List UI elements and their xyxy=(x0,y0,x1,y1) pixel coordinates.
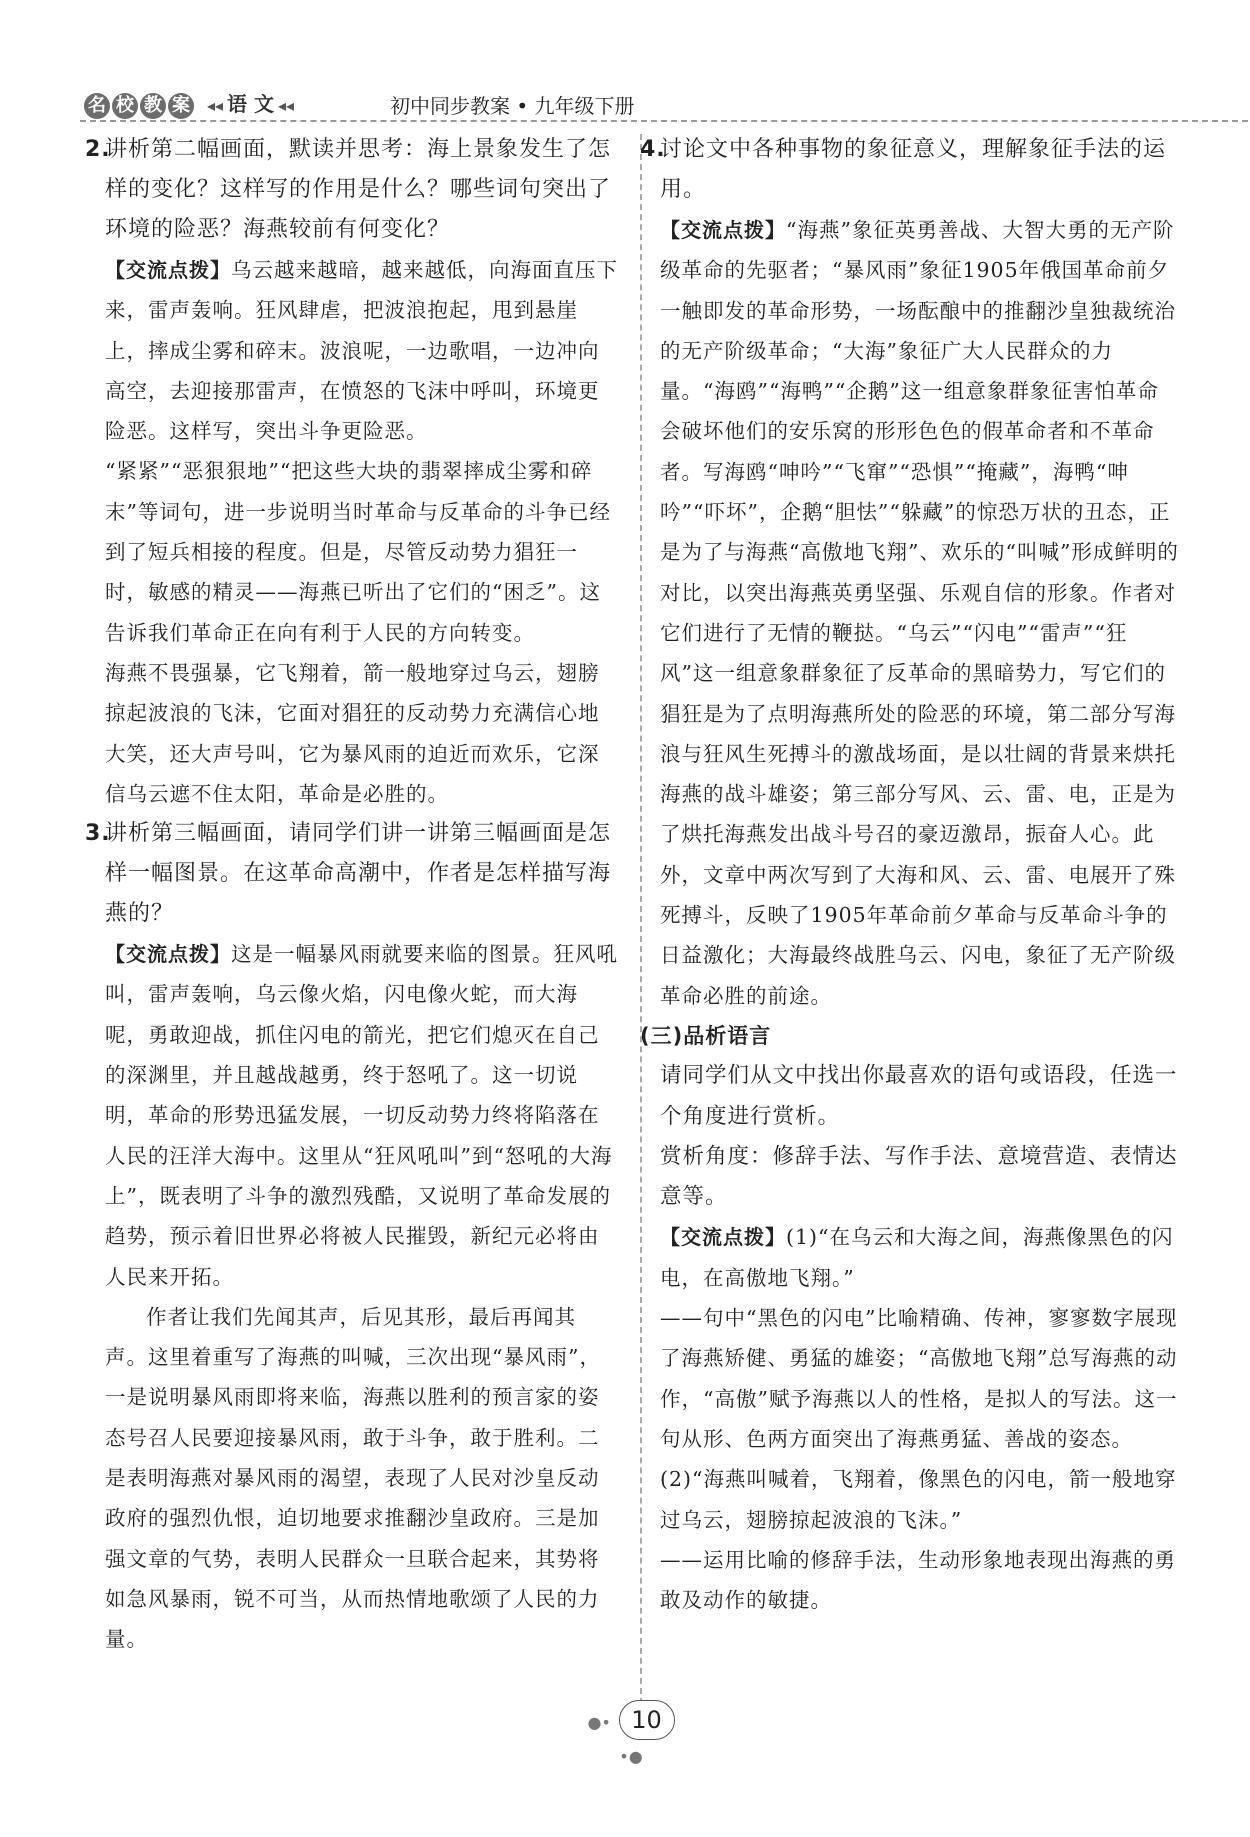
section-heading: (三)品析语言 xyxy=(640,1023,772,1048)
series-logo: 名 校 教 案 ◂◂ 语 文 ◂◂ xyxy=(84,88,298,119)
answer-3-paragraph: 作者让我们先闻其声，后见其形，最后再闻其声。这里着重写了海燕的叫喊，三次出现“暴风雨”，一是说明暴风雨即将来临，海燕以胜利的预言家的姿态号召人民要迎接暴风雨，敢于斗争，敢于胜利。二是表明海燕对暴风雨的渴望，表现了人民对沙皇反动政府的强烈仇恨，迫切地要求推翻沙皇政府。三是加强文章的气势，表明人民群众一旦联合起来，其势将如急风暴雨，锐不可当，从而热情地歌颂了人民的力量。 xyxy=(105,1304,601,1652)
book-title: 初中同步教案 • 九年级下册 xyxy=(390,94,635,118)
answer-2: 【交流点拨】乌云越来越暗，越来越低，向海面直压下来，雷声轰响。狂风肆虐，把波浪抱起，甩到悬崖上，摔成尘雾和碎末。波浪呢，一边歌唱，一边冲向高空，去迎接那雷声，在愤怒的飞沫中呼叫，环境更险恶。这样写，突出斗争更险恶。 xyxy=(105,258,618,444)
answer-2-paragraph: 海燕不畏强暴，它飞翔着，箭一般地穿过乌云，翅膀掠起波浪的飞沫，它面对猖狂的反动势力充满信心地大笑，还大声号叫，它为暴风雨的迫近而欢乐，它深信乌云遮不住太阳，革命是必胜的。 xyxy=(105,660,600,806)
right-column xyxy=(640,130,1180,1620)
example-1: 【交流点拨】(1)“在乌云和大海之间，海燕像黑色的闪电，在高傲地飞翔。” xyxy=(660,1225,1174,1290)
page-number: 10 xyxy=(619,1700,675,1740)
question-2: 2.讲析第二幅画面，默读并思考：海上景象发生了怎样的变化？这样写的作用是什么？哪些词句突出了环境的险恶？海燕较前有何变化？ xyxy=(85,137,612,242)
question-3: 3.讲析第三幅画面，请同学们讲一讲第三幅画面是怎样一幅图景。在这革命高潮中，作者是怎样描写海燕的？ xyxy=(85,821,612,927)
dots-icon: ●• xyxy=(587,1713,611,1732)
answer-3: 【交流点拨】这是一幅暴风雨就要来临的图景。狂风吼叫，雷声轰响，乌云像火焰，闪电像火蛇，而大海呢，勇敢迎战，抓住闪电的箭光，把它们熄灭在自己的深渊里，并且越战越勇，终于怒吼了。这一切说明，革命的形势迅猛发展，一切反动势力终将陷落在人民的汪洋大海中。这里从“狂风吼叫”到“怒吼的大海上”，既表明了斗争的激烈残酷，又说明了革命发展的趋势，预示着旧世界必将被人民摧毁，新纪元必将由人民来开拓。 xyxy=(105,942,618,1289)
question-4: 4.讨论文中各种事物的象征意义，理解象征手法的运用。 xyxy=(640,137,1167,202)
subject-label: 语 文 xyxy=(227,92,274,116)
dots-icon: •● xyxy=(619,1747,643,1766)
column-divider xyxy=(640,134,642,1714)
left-column xyxy=(85,130,618,1660)
example-2: (2)“海燕叫喊着，飞翔着，像黑色的闪电，箭一般地穿过乌云，翅膀掠起波浪的飞沫。” xyxy=(660,1467,1177,1532)
analysis-angles: 赏析角度：修辞手法、写作手法、意境营造、表情达意等。 xyxy=(660,1143,1178,1210)
example-2-comment: ——运用比喻的修辞手法，生动形象地表现出海燕的勇敢及动作的敏捷。 xyxy=(660,1547,1176,1613)
page-footer xyxy=(586,1700,676,1766)
example-1-comment: ——句中“黑色的闪电”比喻精确、传神，寥寥数字展现了海燕矫健、勇猛的雄姿；“高傲地飞翔”总写海燕的动作，“高傲”赋予海燕以人的性格，是拟人的写法。这一句从形、色两方面突出了海燕勇猛、善战的姿态。 xyxy=(660,1306,1178,1451)
answer-2-paragraph: “紧紧”“恶狠狠地”“把这些大块的翡翠摔成尘雾和碎末”等词句，进一步说明当时革命与反革命的斗争已经到了短兵相接的程度。但是，尽管反动势力猖狂一时，敏感的精灵——海燕已听出了它们的“困乏”。这告诉我们革命正在向有利于人民的方向转变。 xyxy=(105,459,611,645)
answer-4: 【交流点拨】“海燕”象征英勇善战、大智大勇的无产阶级革命的先驱者；“暴风雨”象征1905年俄国革命前夕一触即发的革命形势，一场酝酿中的推翻沙皇独裁统治的无产阶级革命；“大海”象征广大人民群众的力量。“海鸥”“海鸭”“企鹅”这一组意象群象征害怕革命会破坏他们的安乐窝的形形色色的假革命者和不革命者。写海鸥“呻吟”“飞窜”“恐惧”“掩藏”，海鸭“呻吟”“吓坏”，企鹅“胆怯”“躲藏”的惊恐万状的丑态，正是为了与海燕“高傲地飞翔”、欢乐的“叫喊”形成鲜明的对比，以突出海燕英勇坚强、乐观自信的形象。作者对它们进行了无情的鞭挞。“乌云”“闪电”“雷声”“狂风”这一组意象群象征了反革命的黑暗势力，写它们的猖狂是为了点明海燕所处的险恶的环境，第二部分写海浪与狂风生死搏斗的激战场面，是以壮阔的背景来烘托海燕的战斗雄姿；第三部分写风、云、雷、电，正是为了烘托海燕发出战斗号召的豪迈激昂，振奋人心。此外，文章中两次写到了大海和风、云、雷、电展开了殊死搏斗，反映了1905年革命前夕革命与反革命斗争的日益激化；大海最终战胜乌云、闪电，象征了无产阶级革命必胜的前途。 xyxy=(660,218,1179,1008)
task-prompt: 请同学们从文中找出你最喜欢的语句或语段，任选一个角度进行赏析。 xyxy=(660,1063,1178,1129)
double-left-arrow-icon: ◂◂ xyxy=(278,96,295,115)
double-left-arrow-icon: ◂◂ xyxy=(206,96,224,115)
